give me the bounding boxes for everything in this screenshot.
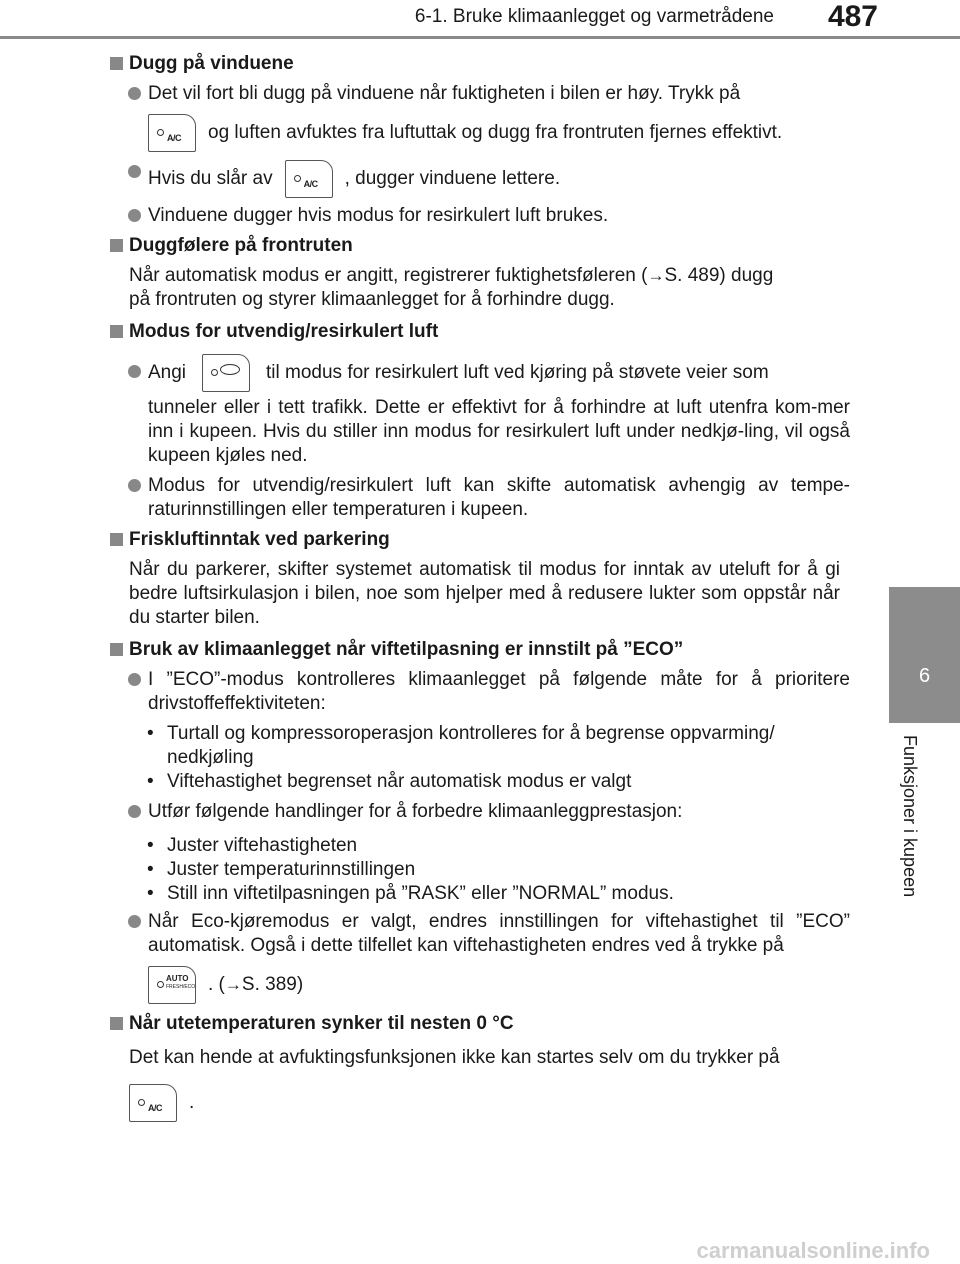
bullet-text: Utfør følgende handlinger for å forbedre klimaanleggprestasjon: bbox=[148, 801, 682, 822]
ac-button-label: A/C bbox=[167, 126, 181, 150]
header-rule bbox=[0, 36, 960, 39]
chapter-label-wrap bbox=[889, 735, 929, 915]
heading-text: Bruk av klimaanlegget når viftetilpasning er innstilt på ”ECO” bbox=[129, 639, 683, 660]
recirculation-arrow-icon bbox=[220, 364, 240, 375]
page-number: 487 bbox=[828, 0, 878, 34]
sub-item-text: Viftehastighet begrenset når automatisk modus er valgt bbox=[167, 771, 631, 792]
heading-eco-mode bbox=[110, 638, 850, 662]
bullet-item bbox=[110, 474, 850, 522]
dot-marker: • bbox=[147, 834, 154, 858]
paragraph-text: på frontruten og styrer klimaanlegget for å forhindre dugg. bbox=[129, 288, 850, 312]
heading-text: Når utetemperaturen synker til nesten 0 °C bbox=[129, 1013, 514, 1034]
button-row bbox=[148, 114, 850, 152]
sub-item bbox=[110, 858, 850, 882]
ac-button-label: A/C bbox=[148, 1096, 162, 1120]
watermark-text: carmanualsonline.info bbox=[697, 1238, 960, 1263]
auto-label: AUTO bbox=[166, 975, 195, 983]
square-bullet-icon bbox=[110, 1017, 123, 1030]
chapter-tab bbox=[889, 587, 960, 723]
chapter-number: 6 bbox=[889, 665, 960, 688]
dot-marker: • bbox=[147, 882, 154, 906]
bullet-item bbox=[110, 354, 850, 468]
heading-text: Duggfølere på frontruten bbox=[129, 235, 353, 256]
bullet-item bbox=[110, 82, 850, 152]
sub-item bbox=[110, 882, 850, 906]
bullet-text: Det vil fort bli dugg på vinduene når fuktigheten i bilen er høy. Trykk på bbox=[148, 83, 740, 104]
round-bullet-icon bbox=[128, 165, 141, 178]
sub-item-text: Turtall og kompressoroperasjon kontrolleres for å begrense oppvarming/ nedkjøling bbox=[167, 723, 775, 768]
ac-button-icon bbox=[129, 1084, 177, 1122]
square-bullet-icon bbox=[110, 57, 123, 70]
bullet-item bbox=[110, 800, 850, 824]
bullet-item bbox=[110, 668, 850, 716]
page-content bbox=[110, 52, 850, 1130]
square-bullet-icon bbox=[110, 643, 123, 656]
button-row bbox=[129, 1084, 850, 1122]
page-reference: S. 389) bbox=[242, 973, 303, 997]
indicator-led-icon bbox=[294, 175, 301, 182]
sub-item-text: Still inn viftetilpasningen på ”RASK” eller ”NORMAL” modus. bbox=[167, 883, 674, 904]
square-bullet-icon bbox=[110, 533, 123, 546]
heading-fresh-air-parking bbox=[110, 528, 850, 552]
paragraph-text: . bbox=[189, 1091, 194, 1115]
round-bullet-icon bbox=[128, 673, 141, 686]
bullet-text: til modus for resirkulert luft ved kjøring på støvete veier som bbox=[266, 361, 769, 385]
paragraph-text: Det kan hende at avfuktingsfunksjonen ikke kan startes selv om du trykker på bbox=[129, 1047, 780, 1068]
indicator-led-icon bbox=[157, 129, 164, 136]
bullet-text: og luften avfuktes fra luftuttak og dugg fra frontruten fjernes effektivt. bbox=[208, 121, 782, 145]
sub-item bbox=[110, 834, 850, 858]
round-bullet-icon bbox=[128, 365, 141, 378]
heading-text: Friskluftinntak ved parkering bbox=[129, 529, 390, 550]
indicator-led-icon bbox=[138, 1099, 145, 1106]
auto-sublabel: FRESH/ECO bbox=[166, 983, 195, 991]
bullet-text: Hvis du slår av bbox=[148, 167, 273, 191]
page-reference: S. 489) dugg bbox=[664, 265, 773, 286]
heading-fog-sensors bbox=[110, 234, 850, 258]
heading-text: Dugg på vinduene bbox=[129, 53, 294, 74]
page-header bbox=[0, 0, 960, 40]
heading-fog-windows bbox=[110, 52, 850, 76]
inline-row bbox=[148, 354, 850, 392]
round-bullet-icon bbox=[128, 915, 141, 928]
bullet-text: Når Eco-kjøremodus er valgt, endres innstillingen for viftehastighet til ”ECO” automatisk. Også i dette tilfellet kan viftehastigheten endres ved å trykke på bbox=[148, 911, 850, 956]
heading-low-temperature bbox=[110, 1012, 850, 1036]
watermark bbox=[0, 1238, 960, 1264]
dot-marker: • bbox=[147, 770, 154, 794]
sub-item bbox=[110, 770, 850, 794]
dot-marker: • bbox=[147, 722, 154, 746]
bullet-text: . ( bbox=[208, 973, 225, 997]
square-bullet-icon bbox=[110, 239, 123, 252]
round-bullet-icon bbox=[128, 209, 141, 222]
ac-button-icon bbox=[148, 114, 196, 152]
bullet-text: tunneler eller i tett trafikk. Dette er effektivt for å forhindre at luft utenfra kom-mer inn i kupeen. Hvis du stiller inn modus for resirkulert luft under nedkjø-ling, vil også kupeen kjøles ned. bbox=[148, 396, 850, 468]
heading-air-mode bbox=[110, 320, 850, 344]
dot-marker: • bbox=[147, 858, 154, 882]
arrow-right-icon: → bbox=[225, 973, 242, 997]
chapter-label: Funksjoner i kupeen bbox=[899, 735, 920, 897]
recirculation-button-icon bbox=[202, 354, 250, 392]
bullet-text: Vinduene dugger hvis modus for resirkulert luft brukes. bbox=[148, 205, 608, 226]
ac-button-icon bbox=[285, 160, 333, 198]
inline-row bbox=[148, 160, 850, 198]
sub-item-text: Juster viftehastigheten bbox=[167, 835, 357, 856]
bullet-item bbox=[110, 160, 850, 198]
paragraph bbox=[110, 264, 850, 312]
square-bullet-icon bbox=[110, 325, 123, 338]
bullet-item bbox=[110, 910, 850, 1004]
round-bullet-icon bbox=[128, 87, 141, 100]
paragraph-text: Når automatisk modus er angitt, registrerer fuktighetsføleren ( bbox=[129, 265, 647, 286]
arrow-right-icon: → bbox=[647, 266, 664, 285]
bullet-text: , dugger vinduene lettere. bbox=[345, 167, 561, 191]
bullet-text: Modus for utvendig/resirkulert luft kan skifte automatisk avhengig av tempe-raturinnstillingen eller temperaturen i kupeen. bbox=[148, 475, 850, 520]
paragraph bbox=[110, 1046, 850, 1122]
bullet-item bbox=[110, 204, 850, 228]
bullet-text: I ”ECO”-modus kontrolleres klimaanlegget på følgende måte for å prioritere drivstoffeffektiviteten: bbox=[148, 669, 850, 714]
heading-text: Modus for utvendig/resirkulert luft bbox=[129, 321, 438, 342]
indicator-led-icon bbox=[157, 981, 164, 988]
button-row bbox=[148, 966, 850, 1004]
paragraph bbox=[110, 558, 850, 630]
round-bullet-icon bbox=[128, 479, 141, 492]
indicator-led-icon bbox=[211, 369, 218, 376]
auto-button-icon bbox=[148, 966, 196, 1004]
sub-item-text: Juster temperaturinnstillingen bbox=[167, 859, 415, 880]
round-bullet-icon bbox=[128, 805, 141, 818]
sub-item bbox=[110, 722, 850, 770]
ac-button-label: A/C bbox=[304, 172, 318, 196]
paragraph-text: Når du parkerer, skifter systemet automatisk til modus for inntak av uteluft for å gi bedre luftsirkulasjon i bilen, noe som hjelper med å redusere lukter som oppstår når du starter bilen. bbox=[129, 559, 840, 628]
auto-button-label bbox=[166, 975, 195, 991]
bullet-text: Angi bbox=[148, 361, 186, 385]
section-title: 6-1. Bruke klimaanlegget og varmetrådene bbox=[415, 6, 774, 28]
